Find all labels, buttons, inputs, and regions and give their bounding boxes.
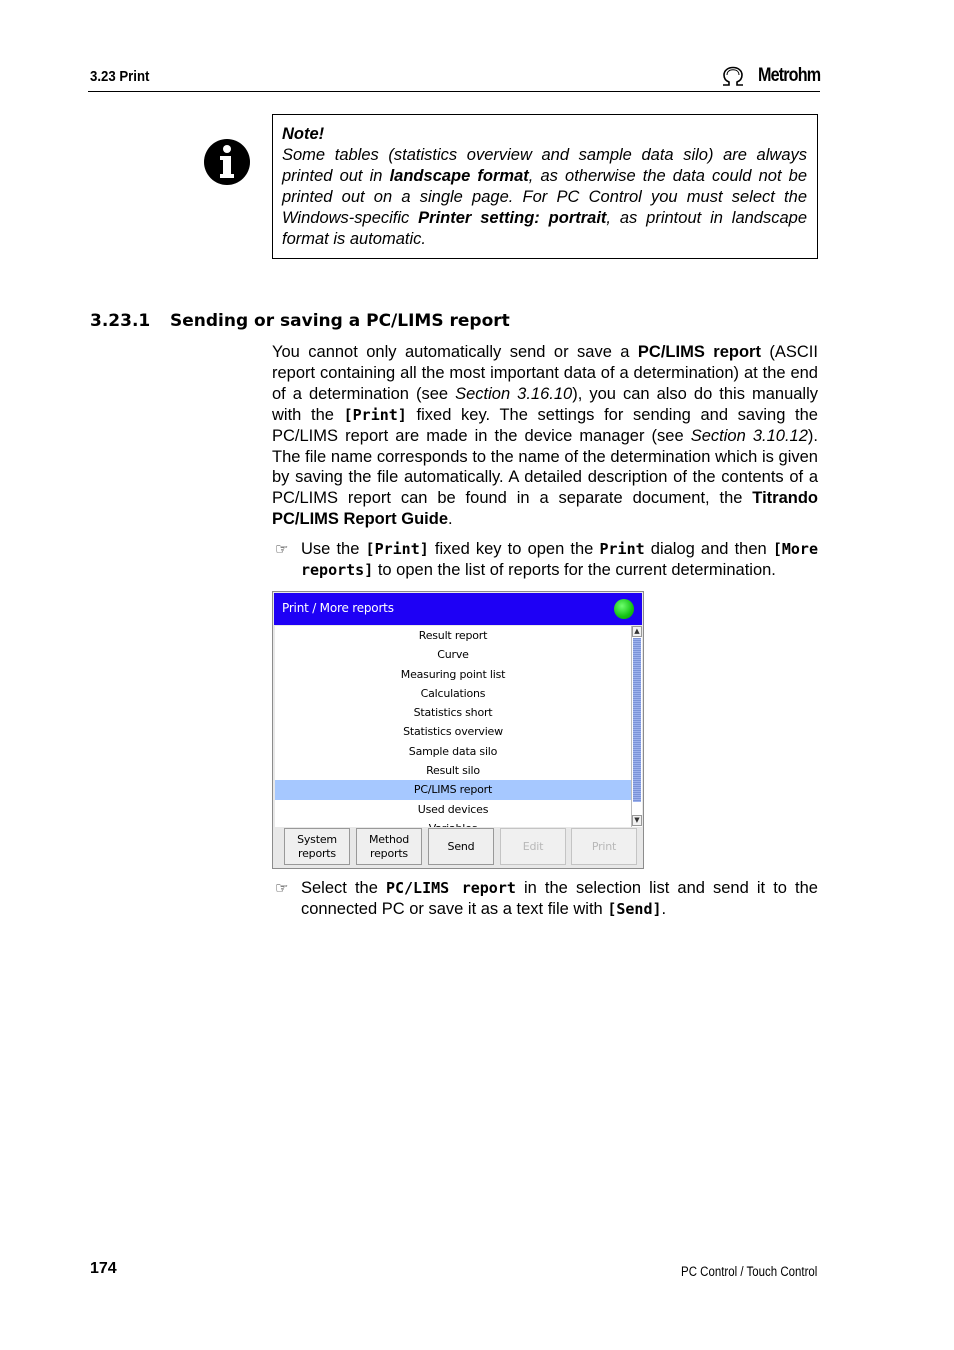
guide-reference: Titrando PC/LIMS Report Guide — [272, 489, 818, 529]
note-box — [272, 114, 818, 259]
omega-logo-icon — [721, 66, 745, 86]
brand-logo — [720, 64, 820, 88]
note-text: , as otherwise the data could not be printed out on a single page. For PC Control you must select the Windows-specific — [282, 167, 808, 227]
paragraph-text: . — [448, 510, 453, 529]
note-emphasis: Printer setting: portrait — [418, 209, 607, 227]
method-reports-button[interactable]: Method reports — [356, 828, 422, 865]
info-icon — [203, 138, 251, 186]
report-list[interactable] — [275, 626, 632, 827]
dialog-titlebar — [274, 593, 642, 625]
paragraph-bold: PC/LIMS report — [637, 343, 761, 361]
instruction-step — [275, 878, 818, 920]
scroll-up-button[interactable]: ▲ — [632, 626, 642, 637]
section-reference: Section 3.16.10 — [455, 384, 573, 403]
scrollbar[interactable] — [631, 626, 642, 827]
print-key-reference: [Print] — [343, 405, 407, 424]
paragraph-text: fixed key. The settings for sending and saving the PC/LIMS report are made in the device manager (see — [272, 405, 818, 445]
report-list-item[interactable]: Statistics overview — [403, 725, 503, 739]
print-more-reports-dialog — [272, 591, 644, 869]
report-list-item[interactable]: Measuring point list — [400, 667, 506, 681]
pointing-hand-icon: ☞ — [275, 880, 289, 897]
subsection-title: Sending or saving a PC/LIMS report — [170, 311, 510, 331]
subsection-heading — [90, 311, 510, 331]
pointing-hand-icon: ☞ — [275, 541, 289, 558]
paragraph-text: (ASCII report containing all the most important data of a determination) at the end of a determination (see — [272, 343, 818, 403]
step-text: Use the [Print] fixed key to open the Print dialog and then [More reports] to open the list of reports for the current determination. — [301, 540, 818, 579]
note-title: Note! — [282, 125, 325, 143]
paragraph-text: You cannot only automatically send or save a — [272, 343, 638, 361]
subsection-number: 3.23.1 — [90, 311, 151, 331]
section-reference: Section 3.10.12 — [690, 426, 808, 445]
report-list-item[interactable]: Result silo — [426, 764, 480, 778]
report-list-item[interactable]: Sample data silo — [408, 744, 498, 758]
report-list-item[interactable]: Curve — [437, 648, 469, 662]
step-text: Select the PC/LIMS report in the selection list and send it to the connected PC or save it as a text file with [Send]. — [301, 879, 818, 918]
scroll-down-button[interactable]: ▼ — [632, 815, 642, 826]
page-number: 174 — [90, 1260, 117, 1277]
print-button[interactable]: Print — [571, 828, 637, 865]
footer-product: PC Control / Touch Control — [680, 1264, 817, 1279]
instruction-step — [275, 539, 818, 581]
scroll-thumb[interactable] — [633, 638, 641, 802]
dialog-title: Print / More reports — [282, 601, 394, 615]
body-paragraph — [272, 342, 818, 530]
send-button[interactable]: Send — [428, 828, 494, 865]
brand-name: Metrohm — [757, 65, 820, 86]
paragraph-text: ). The file name corresponds to the name of the determination which is given by saving the file automatically. A detailed description of the contents of a PC/LIMS report can be found in a separate document, the — [272, 426, 819, 508]
print-key-reference: [Print] — [365, 540, 429, 558]
more-reports-key-reference: [More reports] — [301, 540, 818, 579]
system-reports-button[interactable]: System reports — [284, 828, 350, 865]
print-dialog-reference: Print — [599, 540, 645, 558]
running-header-section: 3.23 Print — [90, 68, 150, 85]
note-text: , as printout in landscape format is automatic. — [282, 209, 807, 248]
note-text: Some tables (statistics overview and sample data silo) are always printed out in — [282, 146, 807, 185]
paragraph-text: ), you can also do this manually with the — [272, 384, 818, 424]
pc-lims-report-reference: PC/LIMS report — [385, 879, 516, 897]
header-rule — [88, 91, 820, 92]
report-list-item[interactable]: Statistics short — [413, 706, 493, 720]
status-led-icon — [614, 599, 634, 619]
dialog-button-bar — [274, 827, 642, 867]
report-list-item[interactable]: PC/LIMS report — [275, 780, 631, 799]
report-list-item[interactable]: Calculations — [420, 686, 486, 700]
report-list-item[interactable]: Result report — [418, 629, 488, 642]
note-emphasis: landscape format — [389, 167, 529, 185]
send-key-reference: [Send] — [607, 899, 662, 918]
report-list-item[interactable]: Used devices — [417, 802, 489, 816]
edit-button[interactable]: Edit — [500, 828, 566, 865]
